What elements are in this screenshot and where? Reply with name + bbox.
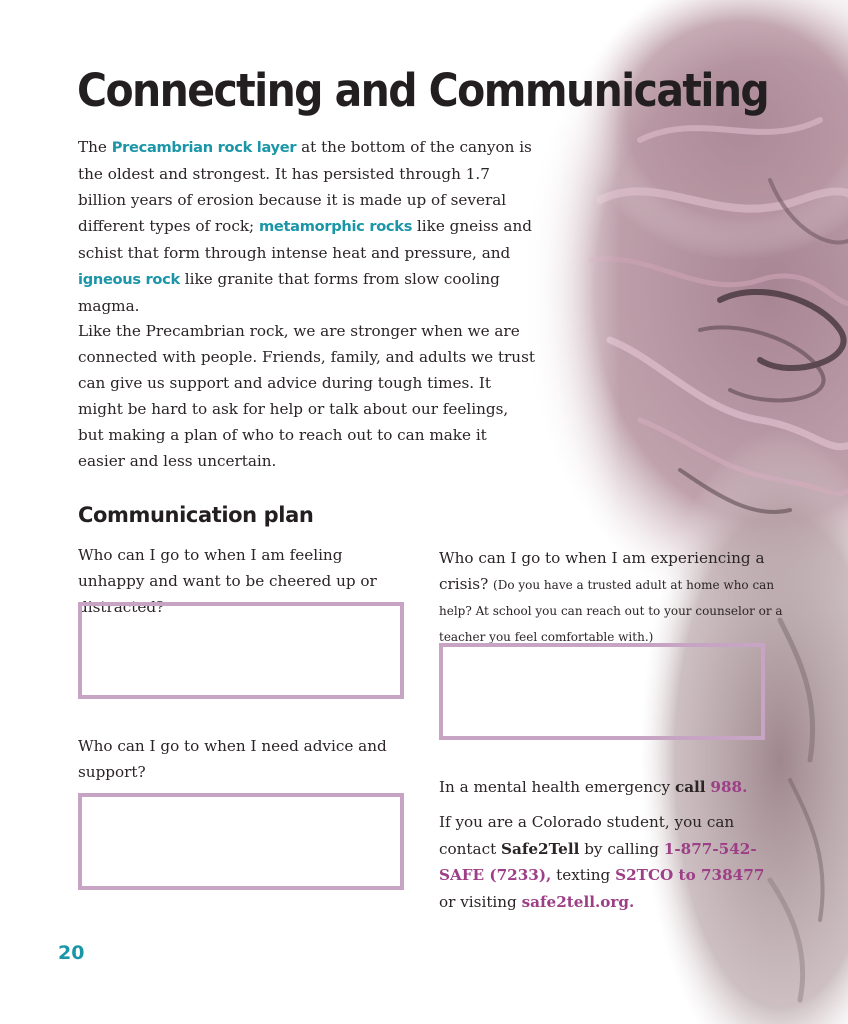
- text-run: texting: [551, 866, 616, 884]
- text-run: by calling: [579, 839, 664, 858]
- text-run: The: [78, 138, 112, 156]
- highlight-precambrian-rock-layer: Precambrian rock layer: [111, 139, 297, 156]
- question-crisis-note: (Do you have a trusted adult at home who can help? At school you can reach out to your counselor or a teacher you feel comfortable with.): [439, 578, 783, 644]
- intro-paragraph-1: [78, 134, 538, 319]
- answer-box-unhappy[interactable]: [78, 602, 404, 699]
- text-run: like granite that forms from slow cooling magma.: [78, 270, 500, 315]
- safe2tell-name: Safe2Tell: [501, 839, 580, 858]
- answer-box-crisis[interactable]: [439, 643, 765, 740]
- question-unhappy: Who can I go to when I am feeling unhappy and want to be cheered up or distracted?: [78, 546, 377, 616]
- text-run: like gneiss and schist that form through intense heat and pressure, and: [78, 217, 532, 262]
- safe2tell-paragraph: [439, 809, 779, 915]
- intro-paragraph-2: Like the Precambrian rock, we are stronger when we are connected with people. Friends, family, and adults we trust can give us support and advice during tough times. It might be hard to ask for help or talk about our feelings, but making a plan of who to reach out to can make it easier and less uncertain.: [78, 322, 535, 470]
- question-advice: Who can I go to when I need advice and support?: [78, 737, 387, 781]
- safe2tell-phone[interactable]: 1-877-542-SAFE (7233),: [439, 839, 757, 884]
- safe2tell-text-number[interactable]: S2TCO to 738477: [615, 866, 765, 884]
- question-crisis-main: Who can I go to when I am experiencing a crisis?: [439, 549, 765, 593]
- page-title: Connecting and Communicating: [77, 64, 769, 117]
- text-run: In a mental health emergency: [439, 778, 675, 796]
- text-run: at the bottom of the canyon is the oldest and strongest. It has persisted through 1.7 billion years of erosion because it is made up of several different types of rock;: [78, 138, 532, 235]
- communication-plan-heading: Communication plan: [78, 503, 314, 527]
- text-run: If you are a Colorado student, you can contact: [439, 813, 735, 858]
- emergency-call-word: call: [674, 778, 706, 796]
- text-run: or visiting: [439, 892, 522, 911]
- safe2tell-website-link[interactable]: safe2tell.org.: [521, 892, 635, 911]
- page-number: 20: [58, 942, 85, 964]
- emergency-line: [439, 774, 747, 800]
- highlight-igneous-rock: igneous rock: [78, 271, 180, 288]
- emergency-number: 988.: [710, 778, 748, 796]
- question-crisis: [439, 545, 784, 649]
- highlight-metamorphic-rocks: metamorphic rocks: [258, 218, 413, 235]
- answer-box-advice[interactable]: [78, 793, 404, 890]
